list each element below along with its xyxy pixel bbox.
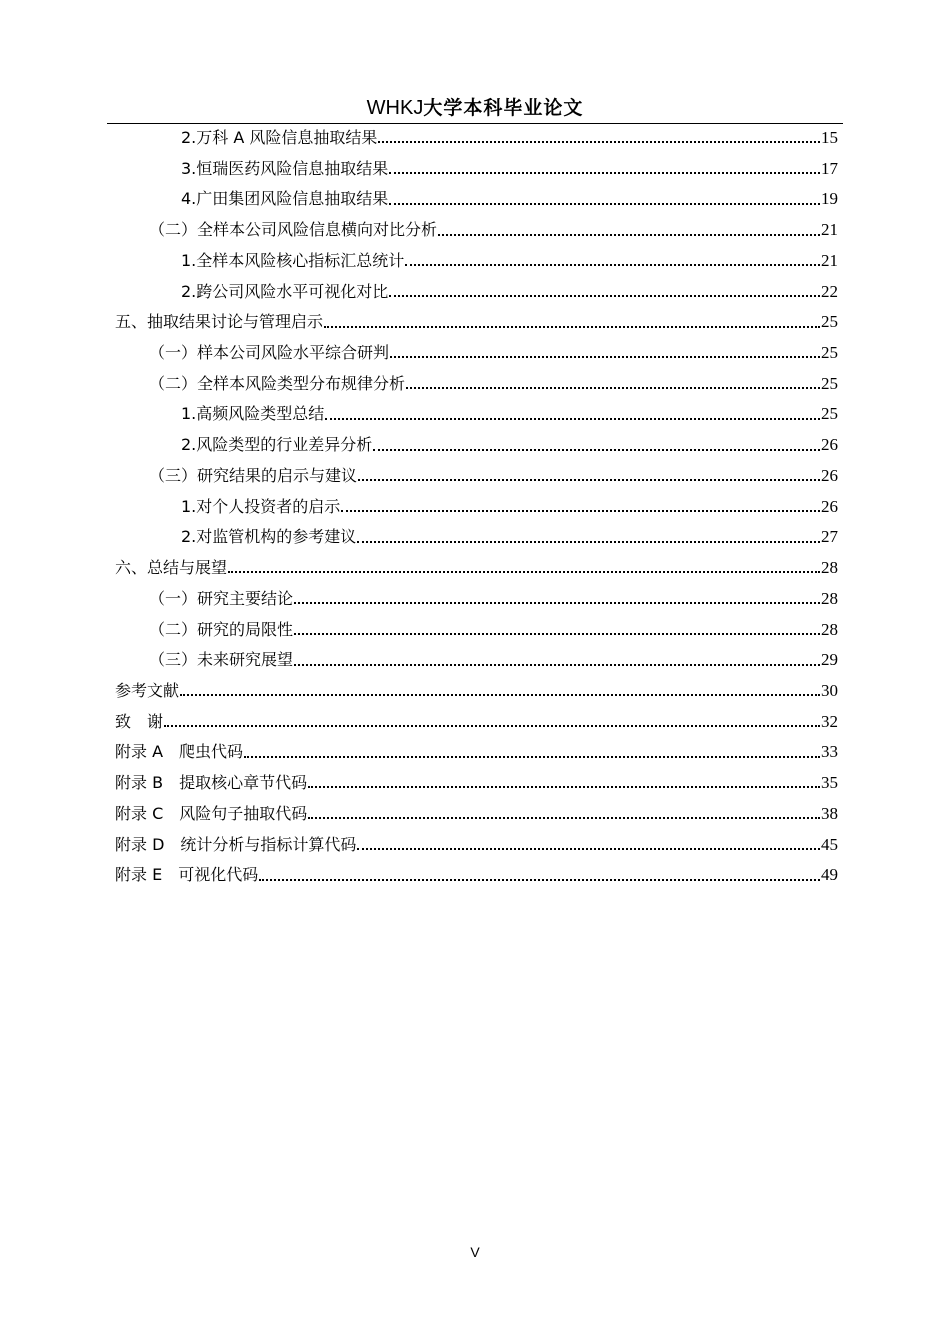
toc-entry-title: 3.恒瑞医药风险信息抽取结果 [181,158,389,178]
toc-leader-dots [308,817,820,819]
header-title-text: 大学本科毕业论文 [423,97,584,119]
toc-leader-dots [164,725,820,727]
toc-entry-page: 15 [821,128,838,147]
toc-entry-page: 19 [821,189,838,209]
toc-entry-page: 25 [821,373,838,393]
header-title [367,97,584,119]
toc-entry-title: （二）全样本公司风险信息横向对比分析 [149,220,438,240]
toc-entry-title: （一）研究主要结论 [149,588,294,608]
toc-entry[interactable] [115,492,838,523]
toc-entry-page: 25 [821,312,838,332]
toc-entry[interactable] [115,768,838,799]
toc-leader-dots [389,295,820,297]
toc-entry-title: 附录 E 可视化代码 [115,865,259,885]
toc-leader-dots [294,664,820,666]
toc-entry[interactable] [115,246,838,277]
header-prefix: WHKJ [366,97,424,119]
toc-entry[interactable] [115,737,838,768]
toc-entry-page: 35 [821,773,838,793]
toc-entry[interactable] [115,430,838,461]
toc-leader-dots [308,786,820,788]
toc-leader-dots [389,203,820,205]
toc-entry-page: 26 [821,496,838,516]
toc-entry-title: 五、抽取结果讨论与管理启示 [115,312,324,332]
toc-leader-dots [358,479,820,481]
toc-leader-dots [373,449,820,451]
toc-entry[interactable] [115,615,838,646]
toc-entry[interactable] [115,584,838,615]
toc-entry-title: 2.风险类型的行业差异分析 [181,435,373,455]
toc-leader-dots [294,633,820,635]
toc-entry-title: （二）研究的局限性 [149,619,294,639]
toc-leader-dots [406,387,820,389]
toc-entry-page: 25 [821,343,838,363]
toc-entry-title: 六、总结与展望 [115,558,228,578]
table-of-contents [115,123,838,891]
toc-entry-page: 29 [821,650,838,670]
toc-entry-page: 25 [821,404,838,424]
toc-leader-dots [228,571,820,573]
toc-entry[interactable] [115,799,838,830]
toc-entry-page: 21 [821,220,838,240]
toc-entry-page: 33 [821,742,838,762]
toc-entry-title: （二）全样本风险类型分布规律分析 [149,373,406,393]
toc-entry-title: 1.高频风险类型总结 [181,404,325,424]
toc-leader-dots [390,356,820,358]
page-number: V [470,1244,480,1260]
toc-entry-page: 26 [821,435,838,455]
toc-entry-title: 参考文献 [115,680,180,700]
toc-entry[interactable] [115,307,838,338]
toc-entry-page: 22 [821,281,838,301]
toc-entry-page: 21 [821,250,838,270]
toc-entry[interactable] [115,461,838,492]
toc-entry-page: 38 [821,803,838,823]
toc-leader-dots [378,141,820,143]
toc-entry-title: 2.万科 A 风险信息抽取结果 [181,128,378,147]
toc-entry-title: 附录 B 提取核心章节代码 [115,773,308,793]
toc-entry-title: （一）样本公司风险水平综合研判 [149,343,390,363]
toc-entry-title: 4.广田集团风险信息抽取结果 [181,189,389,209]
toc-entry-page: 49 [821,865,838,885]
toc-leader-dots [405,264,820,266]
toc-leader-dots [259,879,820,881]
toc-entry-title: 附录 A 爬虫代码 [115,742,244,762]
toc-leader-dots [325,418,820,420]
toc-entry-title: 致 谢 [115,711,164,731]
toc-entry-title: 附录 D 统计分析与指标计算代码 [115,834,357,854]
toc-entry-title: 2.跨公司风险水平可视化对比 [181,281,389,301]
toc-entry[interactable] [115,338,838,369]
toc-entry[interactable] [115,707,838,738]
toc-entry-title: 1.全样本风险核心指标汇总统计 [181,250,405,270]
toc-leader-dots [389,172,820,174]
toc-leader-dots [357,848,820,850]
toc-entry[interactable] [115,184,838,215]
toc-leader-dots [324,326,820,328]
toc-entry-page: 17 [821,158,838,178]
toc-entry-page: 45 [821,834,838,854]
toc-entry[interactable] [115,277,838,308]
toc-entry-title: （三）研究结果的启示与建议 [149,465,358,485]
toc-entry[interactable] [115,676,838,707]
toc-leader-dots [357,541,820,543]
toc-leader-dots [438,234,820,236]
toc-entry[interactable] [115,123,838,154]
toc-entry[interactable] [115,645,838,676]
toc-leader-dots [244,756,820,758]
toc-entry[interactable] [115,154,838,185]
toc-entry[interactable] [115,830,838,861]
toc-entry[interactable] [115,215,838,246]
toc-entry-page: 32 [821,711,838,731]
toc-entry[interactable] [115,522,838,553]
toc-entry-title: 附录 C 风险句子抽取代码 [115,803,308,823]
toc-entry[interactable] [115,860,838,891]
toc-entry[interactable] [115,553,838,584]
toc-entry-page: 28 [821,588,838,608]
toc-entry[interactable] [115,399,838,430]
toc-entry-title: 1.对个人投资者的启示 [181,496,341,516]
toc-entry-page: 27 [821,527,838,547]
toc-leader-dots [341,510,820,512]
toc-entry[interactable] [115,369,838,400]
toc-entry-page: 28 [821,619,838,639]
page-header [107,93,843,124]
toc-leader-dots [294,602,820,604]
toc-entry-title: 2.对监管机构的参考建议 [181,527,357,547]
toc-leader-dots [180,694,820,696]
toc-entry-page: 30 [821,680,838,700]
toc-entry-title: （三）未来研究展望 [149,650,294,670]
toc-entry-page: 26 [821,465,838,485]
toc-entry-page: 28 [821,558,838,578]
